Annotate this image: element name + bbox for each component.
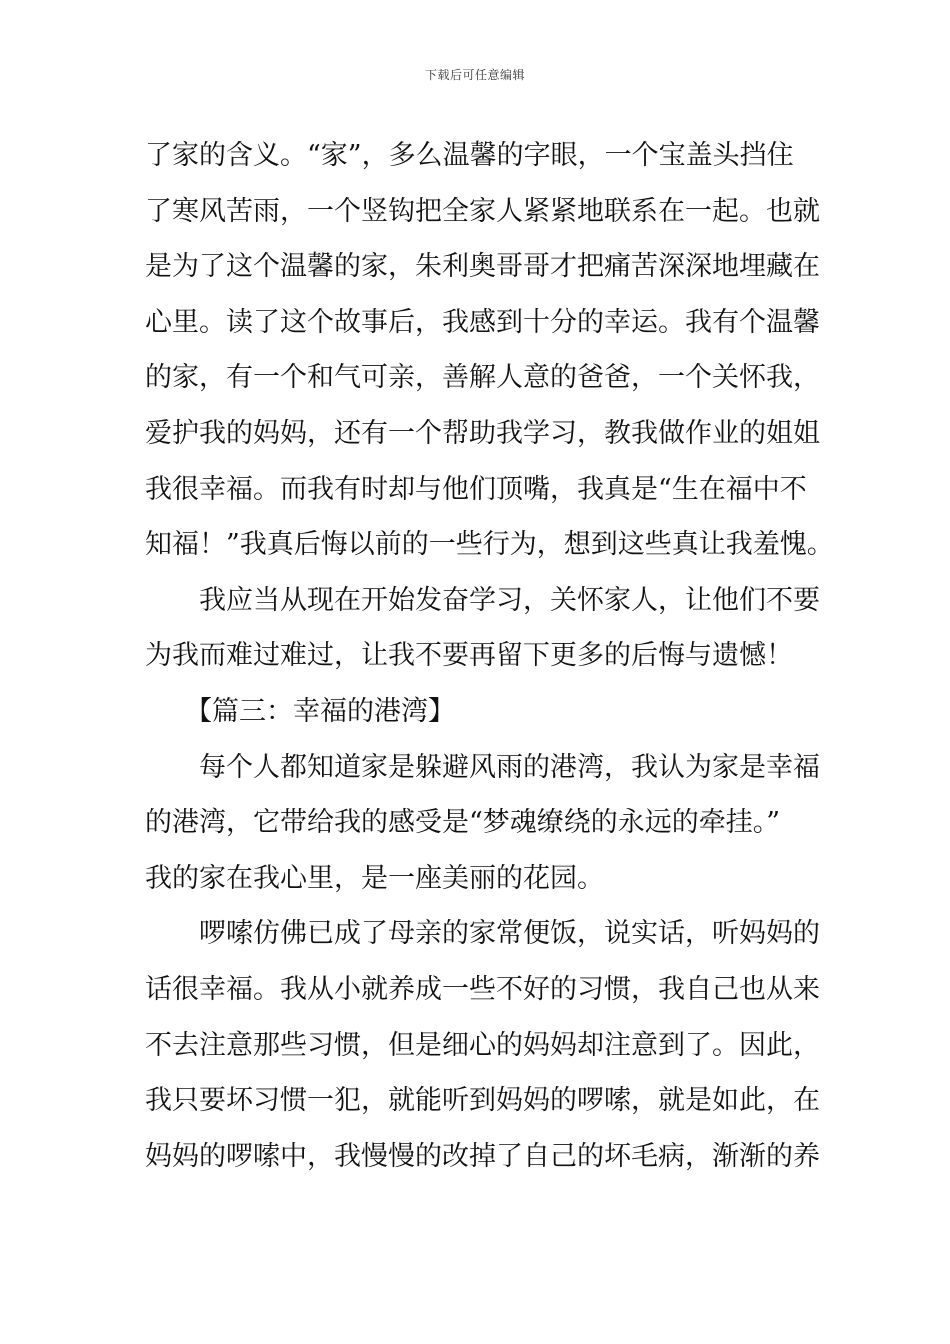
text-line: 为我而难过难过，让我不要再留下更多的后悔与遗憾！ xyxy=(145,640,793,672)
paragraph-start-line: 啰嗦仿佛已成了母亲的家常便饭，说实话，听妈妈的 xyxy=(199,918,820,950)
text-line: 知福！”我真后悔以前的一些行为，想到这些真让我羞愧。 xyxy=(145,529,834,561)
text-line: 我的家在我心里，是一座美丽的花园。 xyxy=(145,862,604,894)
text-line: 的港湾，它带给我的感受是“梦魂缭绕的永远的牵挂。” xyxy=(145,807,781,839)
text-line: 爱护我的妈妈，还有一个帮助我学习，教我做作业的姐姐 xyxy=(145,417,820,449)
text-line: 是为了这个温馨的家，朱利奥哥哥才把痛苦深深地埋藏在 xyxy=(145,251,820,283)
text-line: 的家，有一个和气可亲，善解人意的爸爸，一个关怀我， xyxy=(145,362,820,394)
text-line: 妈妈的啰嗦中，我慢慢的改掉了自己的坏毛病，渐渐的养 xyxy=(145,1140,820,1172)
text-line: 话很幸福。我从小就养成一些不好的习惯，我自己也从来 xyxy=(145,973,820,1005)
section-heading: 【篇三：幸福的港湾】 xyxy=(185,695,455,727)
text-line: 心里。读了这个故事后，我感到十分的幸运。我有个温馨 xyxy=(145,306,820,338)
text-line: 我只要坏习惯一犯，就能听到妈妈的啰嗦，就是如此，在 xyxy=(145,1085,820,1117)
text-line: 了寒风苦雨，一个竖钩把全家人紧紧地联系在一起。也就 xyxy=(145,195,820,227)
paragraph-start-line: 每个人都知道家是躲避风雨的港湾，我认为家是幸福 xyxy=(199,751,820,783)
page-header: 下载后可任意编辑 xyxy=(424,68,525,82)
document-body xyxy=(145,128,834,1184)
text-line: 我很幸福。而我有时却与他们顶嘴，我真是“生在福中不 xyxy=(145,473,807,505)
text-line: 了家的含义。“家”，多么温馨的字眼，一个宝盖头挡住 xyxy=(145,140,794,171)
text-line: 不去注意那些习惯，但是细心的妈妈却注意到了。因此， xyxy=(145,1029,820,1061)
paragraph-start-line: 我应当从现在开始发奋学习，关怀家人，让他们不要 xyxy=(199,584,820,616)
